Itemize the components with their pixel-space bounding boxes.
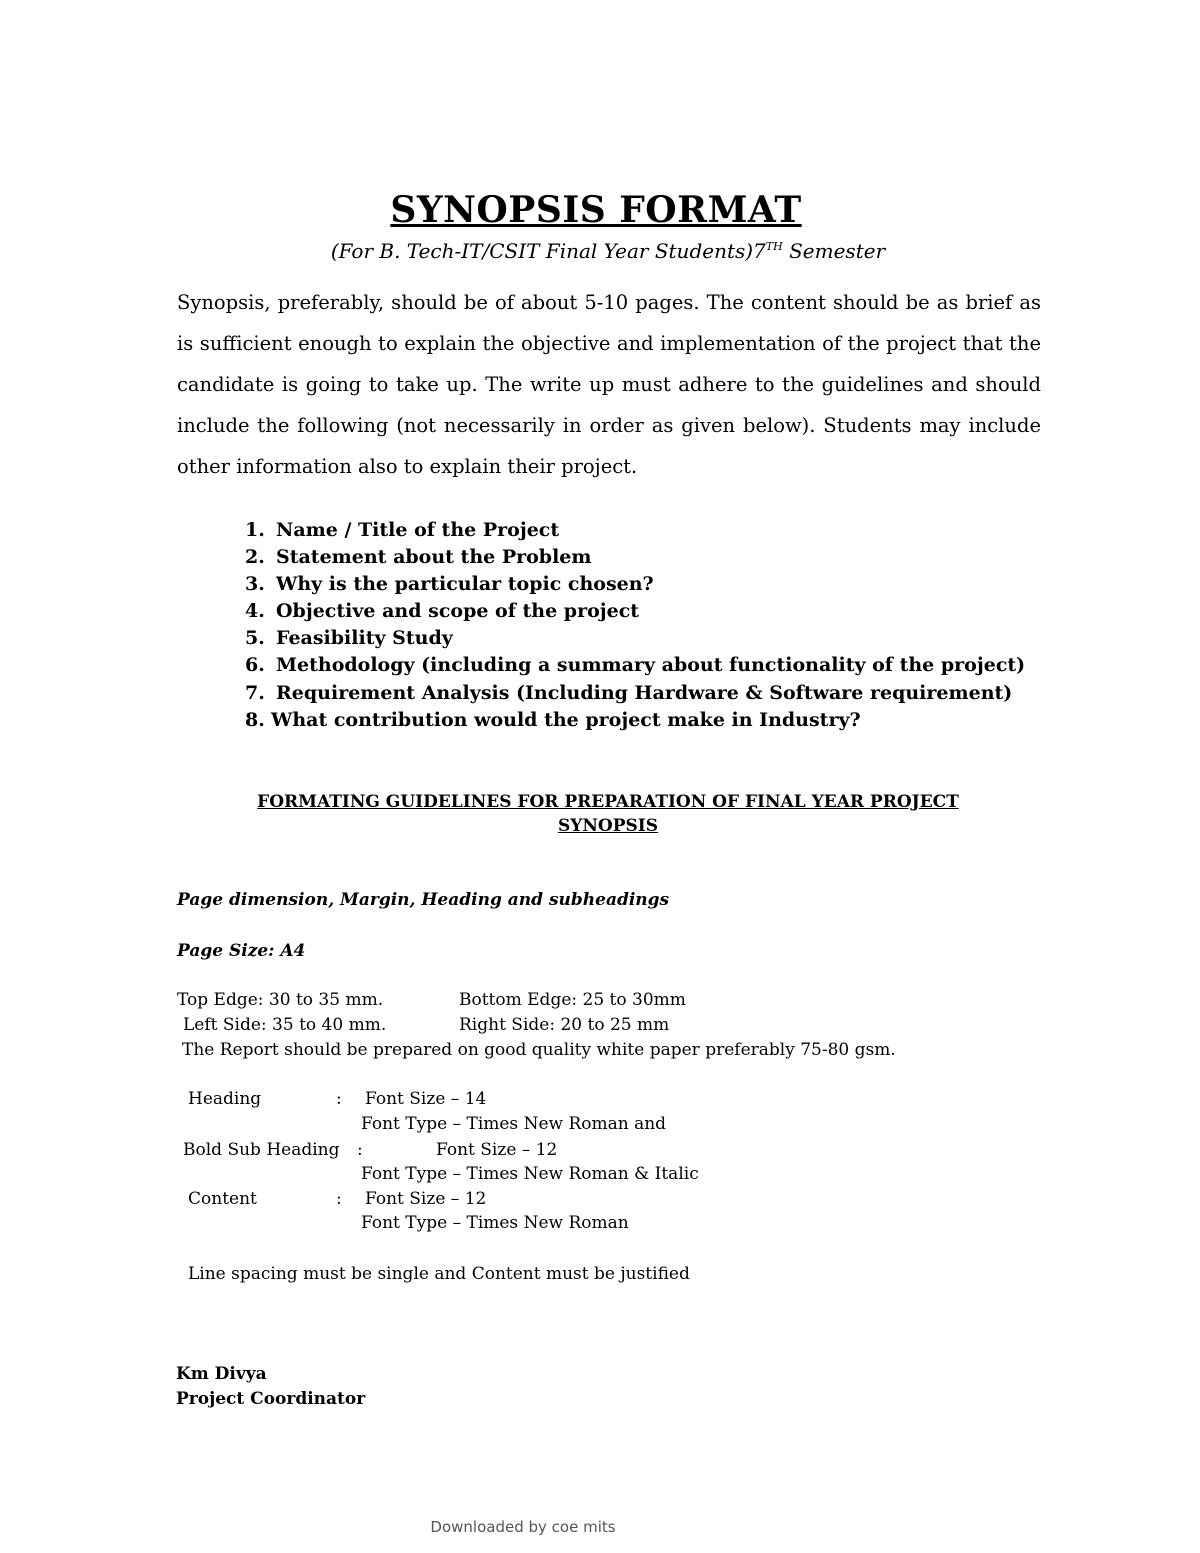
heading-font-size: Font Size – 14 xyxy=(365,1089,487,1109)
list-item-number: 8. xyxy=(245,708,265,731)
list-item xyxy=(245,517,1025,544)
list-item xyxy=(245,544,1025,571)
left-side-text: Left Side: 35 to 40 mm. xyxy=(183,1015,387,1035)
list-item-text: Objective and scope of the project xyxy=(276,600,640,623)
subtitle-end: Semester xyxy=(782,239,886,263)
list-item-text: Why is the particular topic chosen? xyxy=(276,573,654,596)
sub-heading-colon: : xyxy=(357,1140,363,1160)
sub-heading-label: Bold Sub Heading xyxy=(183,1140,340,1160)
list-item-text: Statement about the Problem xyxy=(276,546,592,569)
list-item-text: Name / Title of the Project xyxy=(276,519,560,541)
paper-note: The Report should be prepared on good quality white paper preferably 75-80 gsm. xyxy=(182,1040,896,1060)
signatory-name: Km Divya xyxy=(176,1364,267,1384)
subtitle-superscript: TH xyxy=(765,240,783,253)
guidelines-heading xyxy=(0,790,1200,838)
document-title: SYNOPSIS FORMAT xyxy=(390,189,802,231)
guidelines-heading-line1: FORMATING GUIDELINES FOR PREPARATION OF FINAL YEAR PROJECT xyxy=(257,792,959,812)
list-item xyxy=(245,707,1025,734)
list-item xyxy=(245,652,1025,679)
signatory-role: Project Coordinator xyxy=(176,1389,366,1409)
list-item-text: What contribution would the project make in Industry? xyxy=(271,708,861,731)
list-item-text: Feasibility Study xyxy=(276,627,453,650)
content-label: Content xyxy=(188,1189,257,1209)
spacing-note: Line spacing must be single and Content must be justified xyxy=(188,1264,690,1284)
list-item xyxy=(245,625,1025,652)
requirements-list xyxy=(245,517,1025,734)
download-footer: Downloaded by coe mits xyxy=(430,1518,616,1536)
section-heading: Page dimension, Margin, Heading and subheadings xyxy=(177,890,670,910)
sub-heading-font-size: Font Size – 12 xyxy=(436,1140,558,1160)
content-font-size: Font Size – 12 xyxy=(365,1189,487,1209)
heading-font-type: Font Type – Times New Roman and xyxy=(361,1114,667,1134)
content-colon: : xyxy=(336,1189,342,1209)
list-item-text: Requirement Analysis (Including Hardware & Software requirement) xyxy=(276,681,1013,704)
top-edge-text: Top Edge: 30 to 35 mm. xyxy=(177,990,384,1010)
list-item-number: 6. xyxy=(245,654,265,677)
guidelines-heading-line2: SYNOPSIS xyxy=(557,816,659,836)
list-item-number: 2. xyxy=(245,546,265,569)
bottom-edge-text: Bottom Edge: 25 to 30mm xyxy=(459,990,686,1010)
heading-colon: : xyxy=(336,1089,342,1109)
document-subtitle xyxy=(0,232,1200,266)
sub-heading-font-type: Font Type – Times New Roman & Italic xyxy=(361,1164,699,1184)
list-item-number: 5. xyxy=(245,627,265,650)
list-item-number: 7. xyxy=(245,681,265,704)
heading-label: Heading xyxy=(188,1089,262,1109)
list-item xyxy=(245,598,1025,625)
list-item-number: 4. xyxy=(245,600,265,623)
list-item xyxy=(245,571,1025,598)
page-size-heading: Page Size: A4 xyxy=(177,941,306,961)
list-item-number: 3. xyxy=(245,573,265,596)
list-item xyxy=(245,680,1025,707)
list-item-number: 1. xyxy=(245,519,265,541)
subtitle-main: (For B. Tech-IT/CSIT Final Year Students)7 xyxy=(330,239,766,263)
intro-paragraph: Synopsis, preferably, should be of about 5-10 pages. The content should be as brief as is sufficient enough to explain the objective and implementation of the project that the candidate is going to take up. The write up must adhere to the guidelines and should include the following (not necessarily in order as given below). Students may include other information also to explain their project. xyxy=(177,291,1041,478)
content-font-type: Font Type – Times New Roman xyxy=(361,1213,629,1233)
list-item-text: Methodology (including a summary about functionality of the project) xyxy=(276,654,1026,677)
right-side-text: Right Side: 20 to 25 mm xyxy=(459,1015,670,1035)
